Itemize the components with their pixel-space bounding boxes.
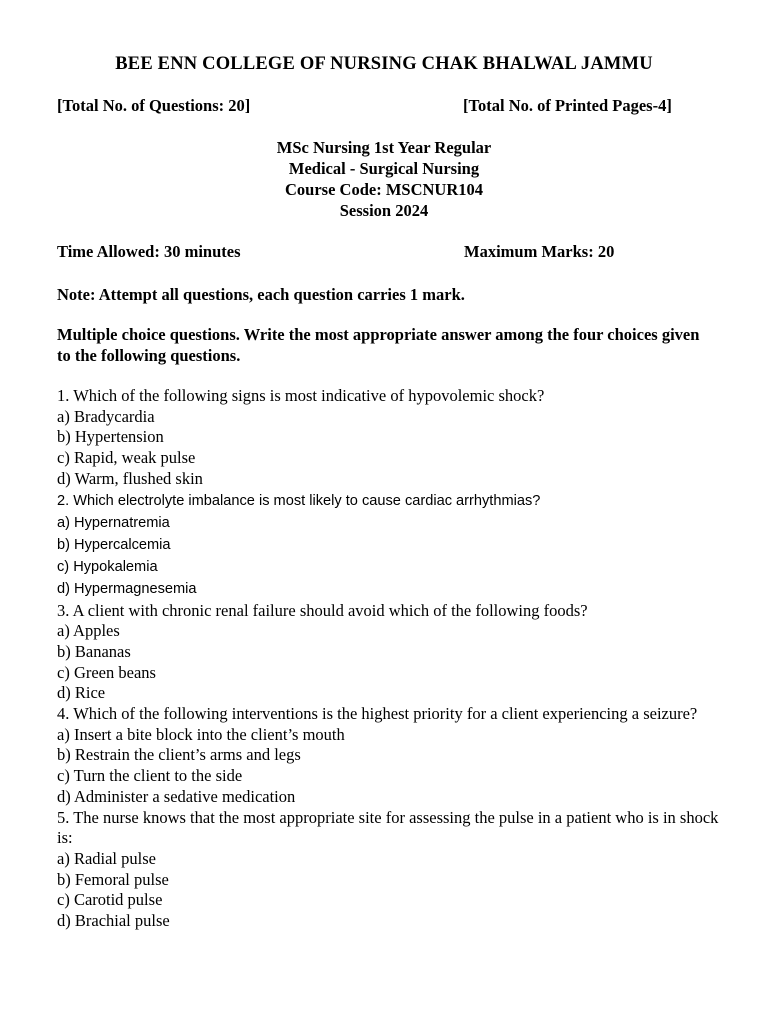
option: b) Restrain the client’s arms and legs [57, 745, 301, 765]
option: d) Brachial pulse [57, 911, 170, 931]
question-3 [57, 601, 722, 705]
instruction-note: Note: Attempt all questions, each question carries 1 mark. [57, 285, 465, 304]
option: a) Apples [57, 621, 120, 641]
time-allowed: Time Allowed: 30 minutes [57, 242, 241, 261]
option: a) Radial pulse [57, 848, 156, 868]
question-4 [57, 704, 722, 808]
option: b) Hypertension [57, 427, 164, 447]
mcq-instructions: Multiple choice questions. Write the most appropriate answer among the four choices given to the following questions. [57, 325, 700, 365]
option: d) Administer a sedative medication [57, 786, 296, 806]
question-text: 4. Which of the following interventions is the highest priority for a client experiencing a seizure? [57, 704, 698, 724]
max-marks: Maximum Marks: 20 [464, 242, 615, 261]
option: c) Green beans [57, 662, 156, 682]
option: c) Carotid pulse [57, 890, 163, 910]
question-text: 1. Which of the following signs is most indicative of hypovolemic shock? [57, 386, 545, 405]
option: b) Bananas [57, 641, 131, 661]
option: a) Hypernatremia [57, 514, 170, 531]
option: d) Warm, flushed skin [57, 468, 203, 488]
college-title: BEE ENN COLLEGE OF NURSING CHAK BHALWAL JAMMU [115, 54, 653, 74]
question-5 [57, 808, 722, 932]
total-pages: [Total No. of Printed Pages-4] [463, 96, 672, 115]
option: d) Rice [57, 683, 106, 703]
question-1 [57, 386, 722, 490]
question-text: 2. Which electrolyte imbalance is most likely to cause cardiac arrhythmias? [57, 492, 541, 509]
program-name: MSc Nursing 1st Year Regular [276, 138, 492, 157]
course-code: Course Code: MSCNUR104 [285, 180, 483, 199]
total-questions: [Total No. of Questions: 20] [57, 96, 251, 115]
question-list [57, 386, 722, 932]
option: a) Bradycardia [57, 406, 155, 426]
question-text: 5. The nurse knows that the most appropriate site for assessing the pulse in a patient who is in shock is: [57, 807, 719, 848]
option: c) Turn the client to the side [57, 766, 243, 786]
option: b) Femoral pulse [57, 869, 169, 889]
option: c) Hypokalemia [57, 559, 158, 576]
option: a) Insert a bite block into the client’s mouth [57, 724, 345, 744]
exam-details [0, 137, 768, 221]
option: b) Hypercalcemia [57, 536, 171, 553]
question-2 [57, 490, 722, 601]
question-text: 3. A client with chronic renal failure should avoid which of the following foods? [57, 600, 588, 620]
session: Session 2024 [339, 201, 429, 220]
subject-name: Medical - Surgical Nursing [288, 159, 480, 178]
option: d) Hypermagnesemia [57, 581, 197, 598]
option: c) Rapid, weak pulse [57, 448, 196, 468]
